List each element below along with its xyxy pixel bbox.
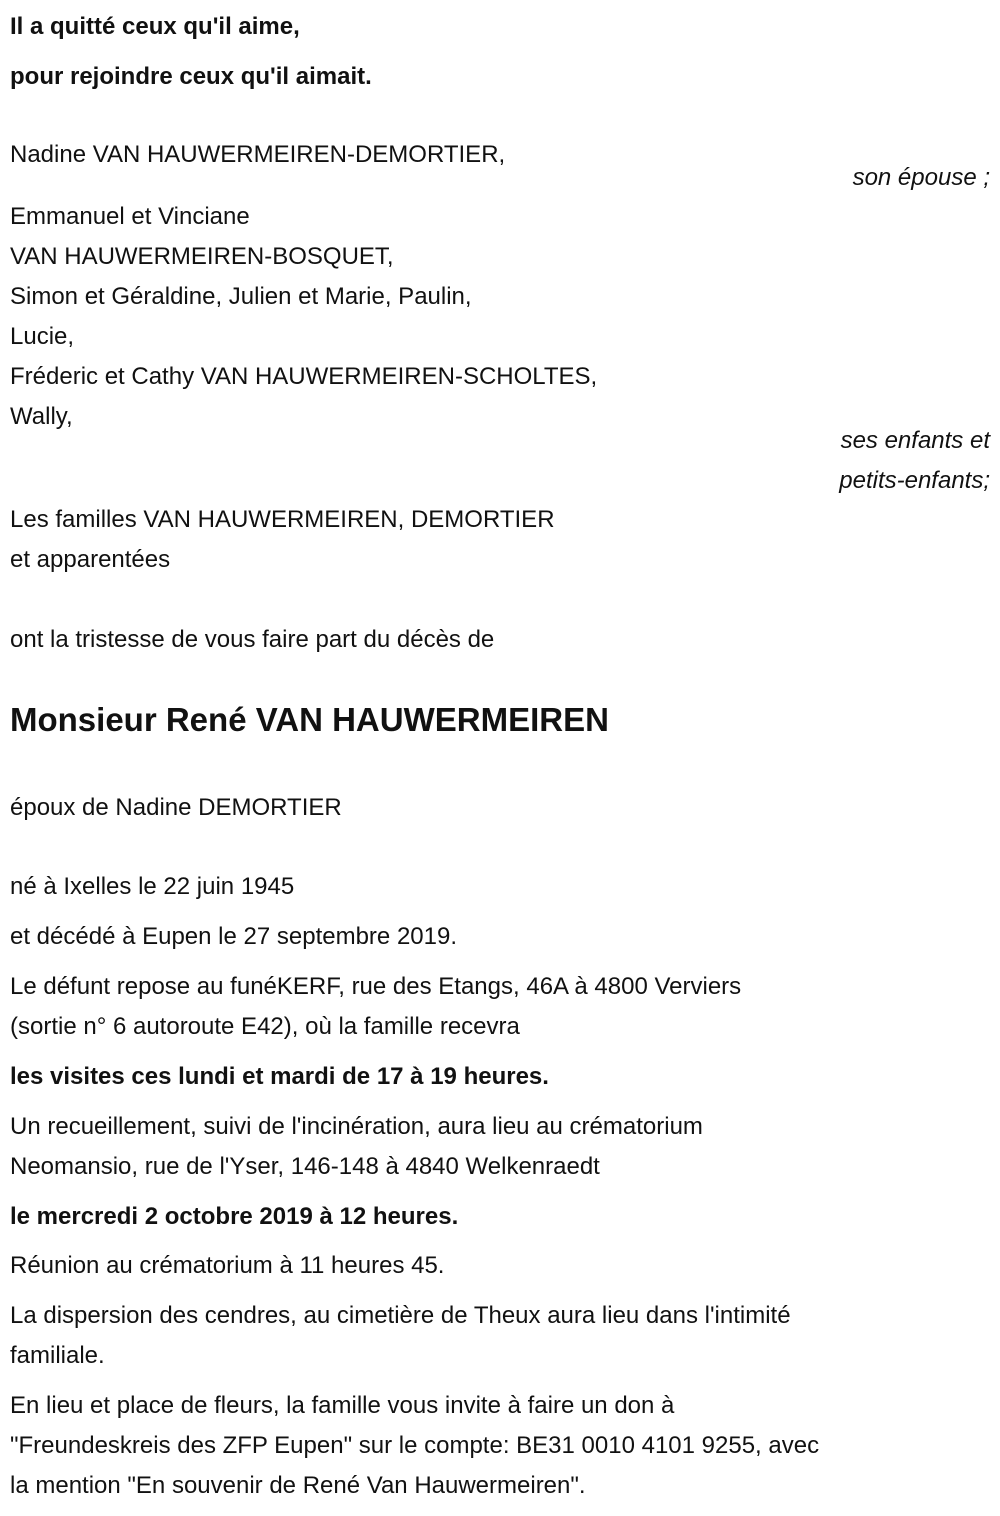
families-line: et apparentées (10, 546, 171, 573)
rest-line: (sortie n° 6 autoroute E42), où la famille recevra (10, 1013, 520, 1040)
children-line: Wally, (10, 403, 73, 430)
meeting: Réunion au crématorium à 11 heures 45. (10, 1252, 445, 1279)
spouse-of: époux de Nadine DEMORTIER (10, 794, 342, 821)
children-role: ses enfants et (840, 427, 990, 454)
children-line: Emmanuel et Vinciane (10, 203, 250, 230)
donation-line: En lieu et place de fleurs, la famille vous invite à faire un don à (10, 1392, 675, 1419)
motto-line: Il a quitté ceux qu'il aime, (10, 13, 300, 40)
dispersion-line: La dispersion des cendres, au cimetière de Theux aura lieu dans l'intimité (10, 1302, 791, 1329)
birth-info: né à Ixelles le 22 juin 1945 (10, 873, 295, 900)
motto-line: pour rejoindre ceux qu'il aimait. (10, 63, 372, 90)
children-line: VAN HAUWERMEIREN-BOSQUET, (10, 243, 394, 270)
children-line: Fréderic et Cathy VAN HAUWERMEIREN-SCHOLTES, (10, 363, 598, 390)
spouse-name: Nadine VAN HAUWERMEIREN-DEMORTIER, (10, 141, 506, 168)
families-line: Les familles VAN HAUWERMEIREN, DEMORTIER (10, 506, 555, 533)
spouse-role: son épouse ; (852, 164, 990, 191)
donation-line: la mention "En souvenir de René Van Hauwermeiren". (10, 1472, 586, 1499)
death-info: et décédé à Eupen le 27 septembre 2019. (10, 923, 457, 950)
children-role: petits-enfants; (839, 467, 990, 494)
announcement: ont la tristesse de vous faire part du décès de (10, 626, 495, 653)
dispersion-line: familiale. (10, 1342, 105, 1369)
rest-line: Le défunt repose au funéKERF, rue des Etangs, 46A à 4800 Verviers (10, 973, 742, 1000)
donation-line: "Freundeskreis des ZFP Eupen" sur le compte: BE31 0010 4101 9255, avec (10, 1432, 820, 1459)
ceremony-line: Un recueillement, suivi de l'incinération, aura lieu au crématorium (10, 1113, 703, 1140)
visits: les visites ces lundi et mardi de 17 à 19 heures. (10, 1063, 549, 1090)
deceased-name: Monsieur René VAN HAUWERMEIREN (10, 701, 609, 738)
ceremony-date: le mercredi 2 octobre 2019 à 12 heures. (10, 1203, 459, 1230)
ceremony-line: Neomansio, rue de l'Yser, 146-148 à 4840 Welkenraedt (10, 1153, 600, 1180)
children-line: Lucie, (10, 323, 75, 350)
children-line: Simon et Géraldine, Julien et Marie, Paulin, (10, 283, 472, 310)
